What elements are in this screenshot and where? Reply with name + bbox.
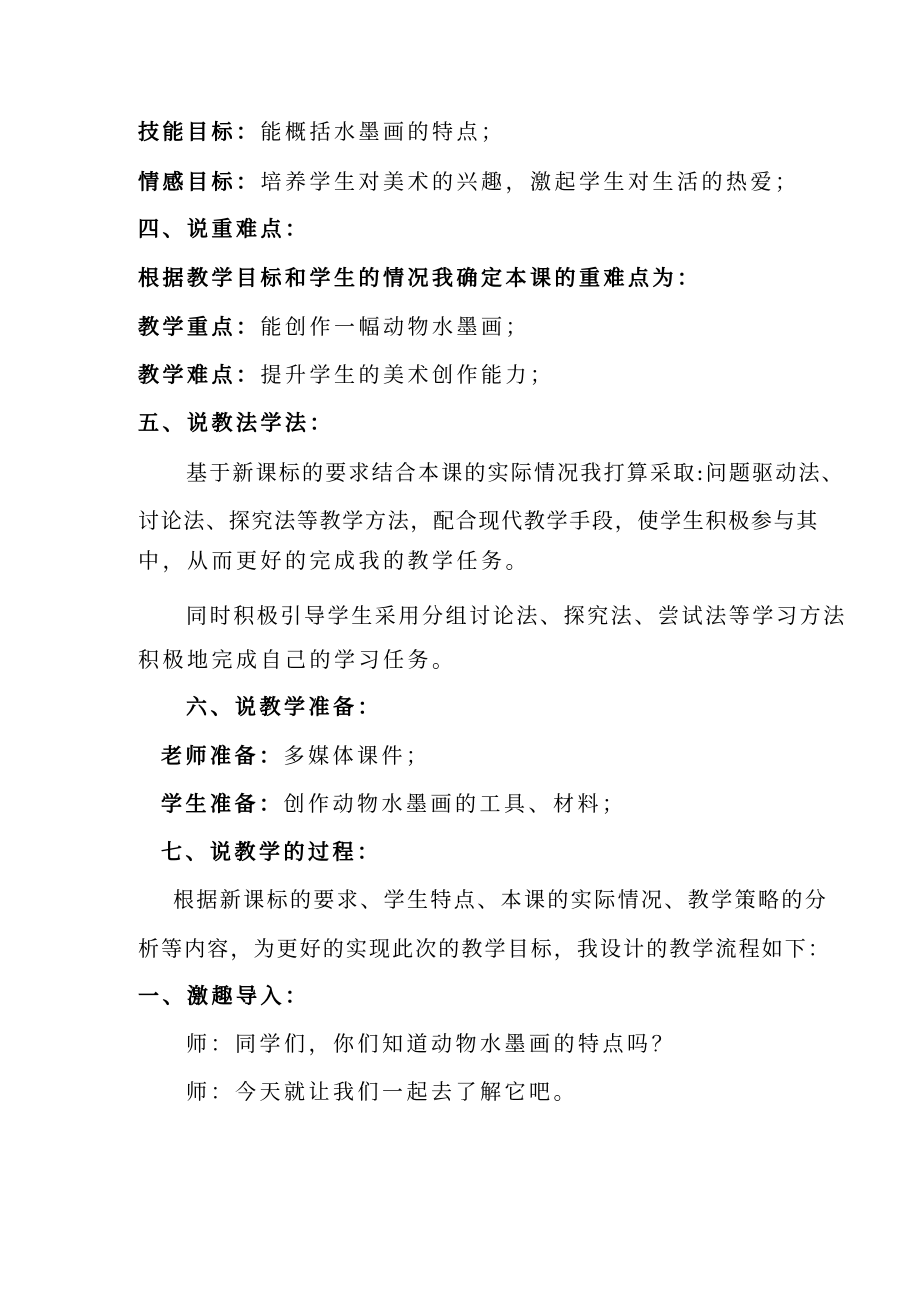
student-prep-text: 创作动物水墨画的工具、材料； <box>283 792 627 816</box>
teaching-focus-label: 教学重点： <box>138 315 261 339</box>
key-points-intro: 根据教学目标和学生的情况我确定本课的重难点为： <box>138 266 702 290</box>
intro-heading: 一、激趣导入： <box>138 984 310 1008</box>
teaching-difficulty-text: 提升学生的美术创作能力； <box>260 363 555 387</box>
teaching-focus-line <box>138 313 530 341</box>
process-paragraph-line-1: 根据新课标的要求、学生特点、本课的实际情况、教学策略的分 <box>173 888 829 912</box>
teacher-prep-label: 老师准备： <box>161 744 284 768</box>
skill-goal-line <box>138 118 506 146</box>
teacher-prep-text: 多媒体课件； <box>283 744 431 768</box>
emotion-goal-line <box>138 168 800 196</box>
emotion-goal-text: 培养学生对美术的兴趣，激起学生对生活的热爱； <box>260 170 800 194</box>
teaching-difficulty-line <box>138 361 555 389</box>
section-heading-6: 六、说教学准备： <box>186 695 382 719</box>
skill-goal-text: 能概括水墨画的特点； <box>260 120 506 144</box>
learning-methods-line-1: 同时积极引导学生采用分组讨论法、探究法、尝试法等学习方法 <box>186 604 847 628</box>
section-heading-4: 四、说重难点： <box>138 217 310 241</box>
methods-paragraph-line-1: 基于新课标的要求结合本课的实际情况我打算采取:问题驱动法、 <box>186 461 845 485</box>
dialog-line-1: 师：同学们，你们知道动物水墨画的特点吗？ <box>186 1032 676 1056</box>
teacher-prep-line <box>161 742 431 770</box>
student-prep-label: 学生准备： <box>161 792 284 816</box>
methods-paragraph-line-3: 中，从而更好的完成我的教学任务。 <box>138 549 530 573</box>
process-paragraph-line-2: 析等内容，为更好的实现此次的教学目标，我设计的教学流程如下： <box>138 937 831 961</box>
student-prep-line <box>161 790 627 818</box>
methods-paragraph-line-2: 讨论法、探究法等教学方法，配合现代教学手段，使学生积极参与其 <box>138 509 819 533</box>
teaching-focus-text: 能创作一幅动物水墨画； <box>260 315 530 339</box>
section-heading-7: 七、说教学的过程： <box>161 840 382 864</box>
learning-methods-line-2: 积极地完成自己的学习任务。 <box>138 648 457 672</box>
teaching-difficulty-label: 教学难点： <box>138 363 261 387</box>
emotion-goal-label: 情感目标： <box>138 170 261 194</box>
section-heading-5: 五、说教法学法： <box>138 411 334 435</box>
dialog-line-2: 师：今天就让我们一起去了解它吧。 <box>186 1080 578 1104</box>
skill-goal-label: 技能目标： <box>138 120 261 144</box>
